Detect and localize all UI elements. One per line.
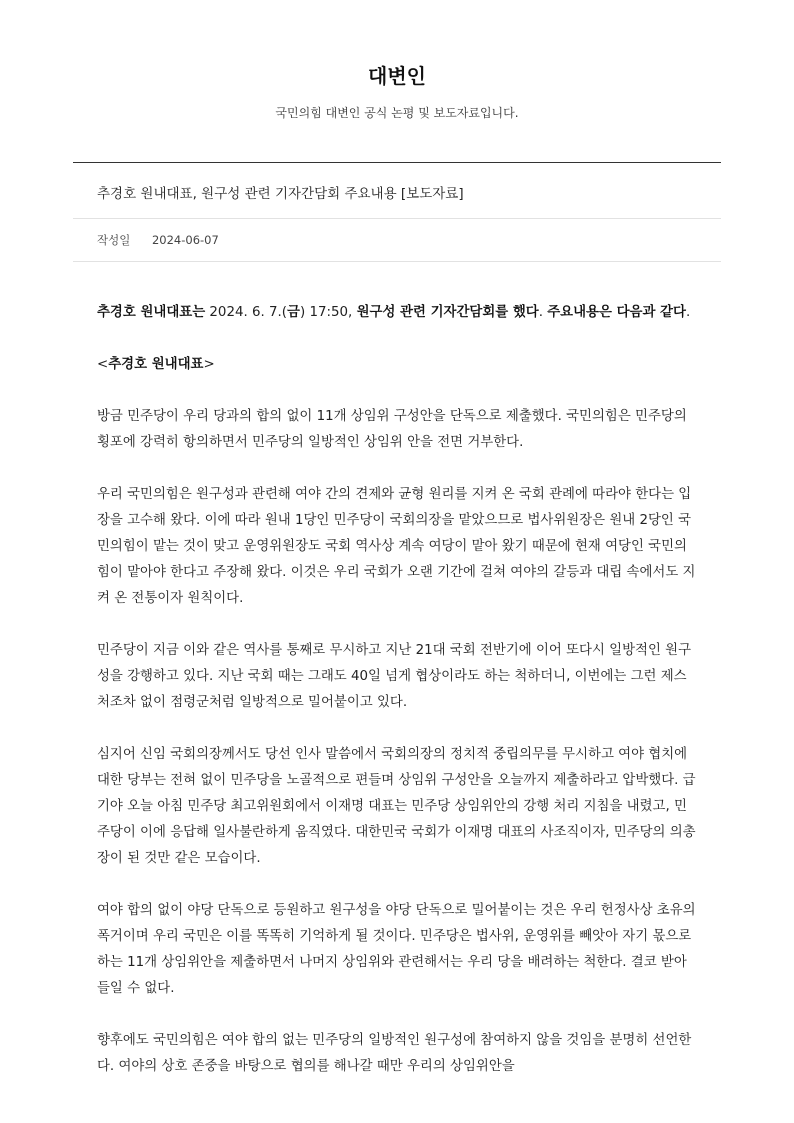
intro-bold-1: 추경호 원내대표는 bbox=[97, 305, 206, 320]
body-paragraph: 방금 민주당이 우리 당과의 합의 없이 11개 상임위 구성안을 단독으로 제출했다. 국민의힘은 민주당의 횡포에 강력히 항의하면서 민주당의 일방적인 상임위 안을 전면 거부한다. bbox=[97, 409, 687, 450]
body-paragraph: 향후에도 국민의힘은 여야 합의 없는 민주당의 일방적인 원구성에 참여하지 않을 것임을 분명히 선언한다. 여야의 상호 존중을 바탕으로 협의를 해나갈 때만 우리의 상임위안을 bbox=[97, 1033, 692, 1074]
body-paragraph: 민주당이 지금 이와 같은 역사를 통째로 무시하고 지난 21대 국회 전반기에 이어 또다시 일방적인 원구성을 강행하고 있다. 지난 국회 때는 그래도 40일 넘게 협상이라도 하는 척하더니, 이번에는 그런 제스처조차 없이 점령군처럼 일방적으로 밀어붙이고 있다. bbox=[97, 643, 692, 710]
speaker-heading bbox=[97, 352, 697, 378]
intro-text-3: . bbox=[538, 305, 548, 320]
intro-text-2: ) 17:50, bbox=[299, 305, 357, 320]
body-paragraph: 심지어 신임 국회의장께서도 당선 인사 말씀에서 국회의장의 정치적 중립의무를 무시하고 여야 협치에 대한 당부는 전혀 없이 민주당을 노골적으로 편들며 상임위 구성안을 오늘까지 제출하라고 압박했다. 급기야 오늘 아침 민주당 최고위원회에서 이재명 대표는 민주당 상임위안의 강행 처리 지침을 내렸고, 민주당이 이에 응답해 일사불란하게 움직였다. 대한민국 국회가 이재명 대표의 사조직이자, 민주당의 의총장이 된 것만 같은 모습이다. bbox=[97, 747, 696, 866]
header-divider bbox=[73, 162, 721, 163]
intro-text-1: 2024. 6. 7.( bbox=[205, 305, 288, 320]
speaker-bracket-close: > bbox=[203, 357, 215, 372]
body-paragraph: 우리 국민의힘은 원구성과 관련해 여야 간의 견제와 균형 원리를 지켜 온 국회 관례에 따라야 한다는 입장을 고수해 왔다. 이에 따라 원내 1당인 민주당이 국회의장을 맡았으므로 법사위원장은 원내 2당인 국민의힘이 맡는 것이 맞고 운영위원장도 국회 역사상 계속 여당이 맡아 왔기 때문에 현재 여당인 국민의힘이 맡아야 한다고 주장해 왔다. 이것은 우리 국회가 오랜 기간에 걸쳐 여야의 갈등과 대립 속에서도 지켜 온 전통이자 원칙이다. bbox=[97, 487, 696, 606]
intro-paragraph bbox=[97, 300, 697, 326]
intro-bold-4: 주요내용은 다음과 같다 bbox=[547, 305, 686, 320]
speaker-name: 추경호 원내대표 bbox=[108, 357, 204, 372]
site-description: 국민의힘 대변인 공식 논평 및 보도자료입니다. bbox=[275, 106, 519, 120]
post-date: 2024-06-07 bbox=[151, 233, 219, 247]
post-body bbox=[97, 300, 697, 1106]
title-divider bbox=[73, 218, 721, 219]
intro-bold-2: 금 bbox=[287, 305, 300, 320]
intro-bold-3: 원구성 관련 기자간담회를 했다 bbox=[356, 305, 539, 320]
date-label: 작성일 bbox=[97, 233, 131, 247]
post-meta bbox=[97, 232, 219, 248]
intro-text-4: . bbox=[685, 305, 691, 320]
site-title: 대변인 bbox=[368, 64, 426, 88]
body-paragraph: 여야 합의 없이 야당 단독으로 등원하고 원구성을 야당 단독으로 밀어붙이는 것은 우리 헌정사상 초유의 폭거이며 우리 국민은 이를 똑똑히 기억하게 될 것이다. 민주당은 법사위, 운영위를 빼앗아 자기 몫으로 하는 11개 상임위안을 제출하면서 나머지 상임위와 관련해서는 우리 당을 배려하는 척한다. 결코 받아들일 수 없다. bbox=[97, 903, 696, 996]
meta-divider bbox=[73, 261, 721, 262]
speaker-bracket-open: < bbox=[97, 357, 109, 372]
post-title: 추경호 원내대표, 원구성 관련 기자간담회 주요내용 [보도자료] bbox=[97, 186, 464, 202]
